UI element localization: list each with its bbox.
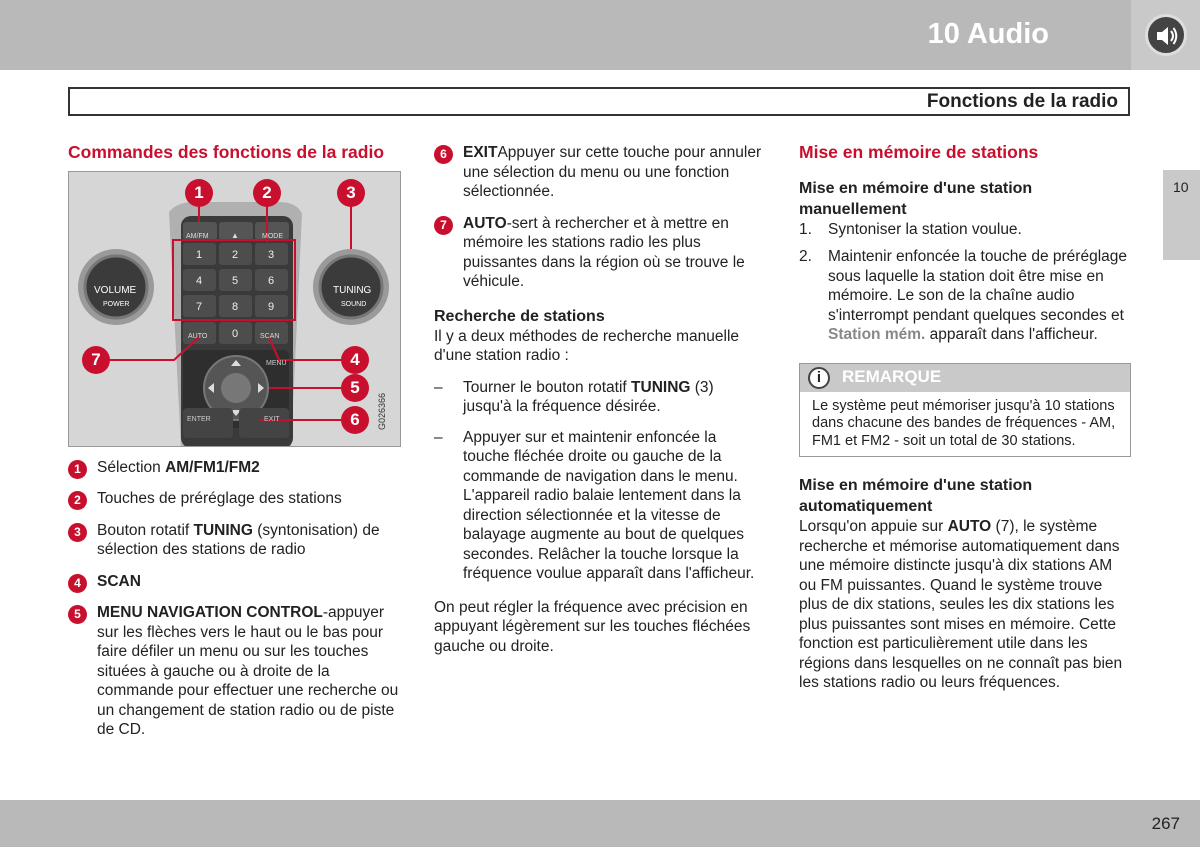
scan-key: SCAN <box>260 332 280 340</box>
legend-item-4 <box>68 572 401 592</box>
search-method-item <box>434 428 766 584</box>
legend-num: 1 <box>68 460 87 479</box>
legend-num: 3 <box>68 523 87 542</box>
auto-key: AUTO <box>188 332 208 340</box>
am-fm-key: AM/FM <box>186 232 209 240</box>
legend-num: 2 <box>68 491 87 510</box>
display-message: Station mém. <box>828 326 926 343</box>
legend-bold: SCAN <box>97 572 141 590</box>
volume-knob-label: VOLUME <box>94 284 137 296</box>
chapter-title: 10 Audio <box>927 18 1049 50</box>
station-search-intro: Il y a deux méthodes de recherche manuelle d'une station radio : <box>434 327 740 364</box>
menu-label: MENU <box>266 359 287 367</box>
step-number: 2. <box>799 248 812 265</box>
legend-num: 4 <box>68 574 87 593</box>
radio-control-panel-figure <box>68 171 401 447</box>
enter-label: ENTER <box>187 415 211 423</box>
legend-text: Bouton rotatif <box>97 521 194 539</box>
key-3: 3 <box>268 248 275 261</box>
tuning-knob-label: TUNING <box>333 284 372 296</box>
sound-knob-label: SOUND <box>341 300 367 308</box>
callout-4: 4 <box>341 346 369 374</box>
callout-7: 7 <box>82 346 110 374</box>
speaker-icon <box>1145 14 1187 56</box>
note-header <box>800 364 1130 392</box>
note-body: Le système peut mémoriser jusqu'à 10 stations dans chacune des bandes de fréquences - AM, FM1 et FM2 - soit un total de 30 stations. <box>812 397 1116 449</box>
section-title: Fonctions de la radio <box>926 91 1118 112</box>
auto-text: Lorsqu'on appuie sur <box>799 518 948 535</box>
station-memory-heading: Mise en mémoire de stations <box>799 142 1039 162</box>
key-0: 0 <box>232 327 239 340</box>
manual-memory-heading: Mise en mémoire d'une station manuellement <box>799 179 1033 218</box>
legend-text-post: -appuyer sur les flèches vers le haut ou le bas pour faire défiler un menu ou sur les touches situées à gauche ou à droite de la commande pour effectuer une recherche ou un changement de station radio ou de piste de CD. <box>97 604 399 738</box>
side-tab-label: 10 <box>1173 179 1189 195</box>
control-legend-list <box>68 458 401 740</box>
legend-num: 5 <box>68 605 87 624</box>
method-bold: TUNING <box>631 378 691 396</box>
legend-item-2 <box>68 489 401 509</box>
dash-bullet: – <box>434 378 443 396</box>
callout-3: 3 <box>337 179 365 207</box>
key-9: 9 <box>268 300 275 313</box>
auto-memory-heading: Mise en mémoire d'une station automatiquement <box>799 477 1033 515</box>
page-number: 267 <box>1151 814 1180 833</box>
legend-text-post: -sert à rechercher et à mettre en mémoire les stations radio les plus puissantes dans la région où se trouve le véhicule. <box>463 214 745 290</box>
search-method-item <box>434 378 766 417</box>
note-box <box>799 363 1131 458</box>
legend-item-1 <box>68 458 401 478</box>
callout-1: 1 <box>185 179 213 207</box>
legend-text-post: Appuyer sur cette touche pour annuler une sélection du menu ou une fonction sélectionnée. <box>463 144 762 200</box>
key-7: 7 <box>196 300 203 313</box>
legend-item-6 <box>434 143 766 202</box>
section-header <box>68 87 1130 116</box>
callout-6: 6 <box>341 406 369 434</box>
column-middle <box>434 143 766 656</box>
key-2: 2 <box>232 248 239 261</box>
auto-text-post: (7), le système recherche et mémorise automatiquement dans une mémoire distincte jusqu'à dix stations AM ou FM puissantes. Quand le système trouve plus de dix stations, seules les dix stations les plus puissantes sont mises en mémoire. Cette fonction est particulièrement utile dans les régions dans lesquelles on ne connaît pas bien les stations radio ou leurs fréquences. <box>799 518 1123 691</box>
legend-item-3 <box>68 521 401 560</box>
mode-key: MODE <box>262 232 283 240</box>
legend-bold: AM/FM1/FM2 <box>165 458 260 476</box>
method-text: Appuyer sur et maintenir enfoncée la touche fléchée droite ou gauche de la commande de navigation dans le menu. L'appareil radio balaie lentement dans la direction sélectionnée et la vitesse de balayage augmente au bout de quelques secondes. Relâcher la touche lorsque la fréquence voulue apparaît dans l'afficheur. <box>463 428 755 582</box>
memory-step <box>799 247 1131 345</box>
key-6: 6 <box>268 274 275 287</box>
method-text: Tourner le bouton rotatif <box>463 378 632 396</box>
radio-controls-heading: Commandes des fonctions de la radio <box>68 142 385 162</box>
dash-bullet: – <box>434 428 443 446</box>
exit-label: EXIT <box>264 415 280 423</box>
station-search-heading: Recherche de stations <box>434 307 605 325</box>
method-text-post: (3) jusqu'à la fréquence désirée. <box>463 378 714 415</box>
key-5: 5 <box>232 274 239 287</box>
fine-tuning-paragraph: On peut régler la fréquence avec précision en appuyant légèrement sur les touches fléchées gauche ou droite. <box>434 598 751 655</box>
legend-bold: TUNING <box>193 521 253 539</box>
chapter-side-tab <box>1163 170 1200 260</box>
auto-bold: AUTO <box>947 518 992 535</box>
legend-item-7 <box>434 214 766 292</box>
memory-step <box>799 220 1131 240</box>
callout-5: 5 <box>341 374 369 402</box>
legend-text: Touches de préréglage des stations <box>97 490 342 507</box>
legend-item-5 <box>68 603 401 740</box>
up-key: ▲ <box>231 230 239 240</box>
step-text: Maintenir enfoncée la touche de préréglage sous laquelle la station doit être mise en mémoire. Le son de la chaîne audio s'interrompt pendant quelques secondes et <box>828 248 1128 324</box>
legend-bold: EXIT <box>463 144 498 161</box>
legend-num: 6 <box>434 145 453 164</box>
legend-text: Sélection <box>97 458 166 476</box>
power-knob-label: POWER <box>103 300 130 308</box>
legend-bold: AUTO <box>463 214 507 232</box>
page-footer-bar <box>0 800 1200 847</box>
auto-memory-paragraph <box>799 517 1131 693</box>
step-text: Syntoniser la station voulue. <box>828 220 1022 238</box>
legend-bold: MENU NAVIGATION CONTROL <box>97 604 323 621</box>
info-icon: i <box>808 367 830 389</box>
key-4: 4 <box>196 274 203 287</box>
callout-2: 2 <box>253 179 281 207</box>
column-right <box>799 143 1131 693</box>
legend-text-post: (syntonisation) de sélection des stations de radio <box>97 521 380 558</box>
chapter-header-bar <box>0 0 1131 70</box>
legend-num: 7 <box>434 216 453 235</box>
column-left <box>68 143 401 752</box>
key-8: 8 <box>232 300 239 313</box>
step-text-post: apparaît dans l'afficheur. <box>925 326 1098 343</box>
key-1: 1 <box>196 248 203 261</box>
step-number: 1. <box>799 220 812 238</box>
note-title: REMARQUE <box>842 366 942 386</box>
figure-code: G026366 <box>377 392 387 430</box>
